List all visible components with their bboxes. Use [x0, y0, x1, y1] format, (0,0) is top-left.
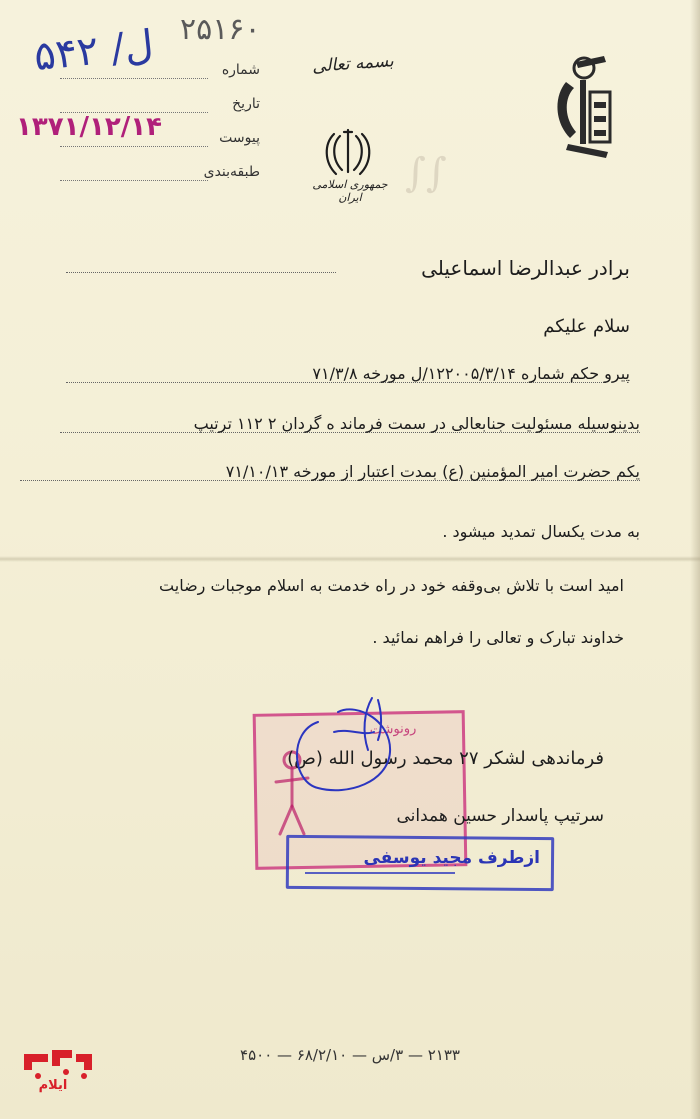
field-classification: [60, 164, 260, 186]
iran-emblem-icon: [318, 122, 378, 182]
watermark-text: ایلام: [38, 1078, 68, 1093]
field-date: [60, 96, 260, 118]
field-date-label: تاریخ: [232, 96, 260, 112]
signature-name: سرتیپ پاسدار حسین همدانی: [396, 806, 604, 826]
body-line-4: امید است با تلاش بی‌وقفه خود در راه خدمت به اسلام موجبات رضایت: [159, 576, 624, 595]
irgc-emblem-icon: [546, 52, 616, 162]
handwritten-signature: [278, 692, 418, 802]
blue-stamp-underline: [305, 872, 455, 874]
addressee: برادر عبدالرضا اسماعیلی: [421, 256, 630, 280]
form-code-footer: ۲۱۳۳ — ۳/س — ۶۸/۲/۱۰ — ۴۵۰۰: [240, 1046, 460, 1064]
body-line-1: بدینوسیله مسئولیت جنابعالی در سمت فرماند ه گردان ۲ ۱۱۲ ترتیپ: [193, 414, 640, 433]
paper-fold: [0, 556, 700, 562]
order-reference: پیرو حکم شماره ۱۲۲۰۰۵/۳/۱۴/ل مورخه ۷۱/۳/۸: [312, 364, 630, 383]
body-line-3: به مدت یکسال تمدید میشود .: [442, 522, 640, 541]
emblem-caption: جمهوری اسلامی ایران: [312, 178, 388, 204]
paper-edge: [690, 0, 700, 1119]
faint-ink-mark: ∫∫: [405, 150, 447, 196]
handwritten-number: ۵۴۲ /ل: [31, 21, 156, 81]
field-number-label: شماره: [221, 62, 260, 78]
field-classification-label: طبقه‌بندی: [203, 164, 260, 180]
field-dots: [60, 112, 208, 113]
serial-number: ۲۵۱۶۰: [180, 12, 261, 47]
pink-stamp-text: رونوشت: [369, 721, 417, 738]
field-attachment-label: پیوست: [219, 130, 260, 146]
signature-title: فرماندهی لشکر ۲۷ محمد رسول الله (ص): [287, 748, 604, 769]
body-line-5: خداوند تبارک و تعالی را فراهم نمائید .: [372, 628, 624, 647]
field-dots: [60, 180, 208, 181]
greeting: سلام علیکم: [543, 316, 630, 337]
field-dots: [60, 146, 208, 147]
bismillah-heading: بسمه تعالی: [311, 51, 395, 77]
body-line-2: یکم حضرت امیر المؤمنین (ع) بمدت اعتبار از مورخه ۷۱/۱۰/۱۳: [225, 462, 640, 481]
field-dots: [60, 78, 208, 79]
handwritten-date: ۱۳۷۱/۱۲/۱۴: [16, 112, 162, 142]
addressee-dots: [66, 272, 336, 273]
field-attachment: [60, 130, 260, 152]
field-number: [60, 62, 260, 84]
navid-shahed-logo-icon: [18, 1044, 98, 1104]
blue-stamp-text: ازطرف مجید یوسفی: [363, 848, 540, 868]
